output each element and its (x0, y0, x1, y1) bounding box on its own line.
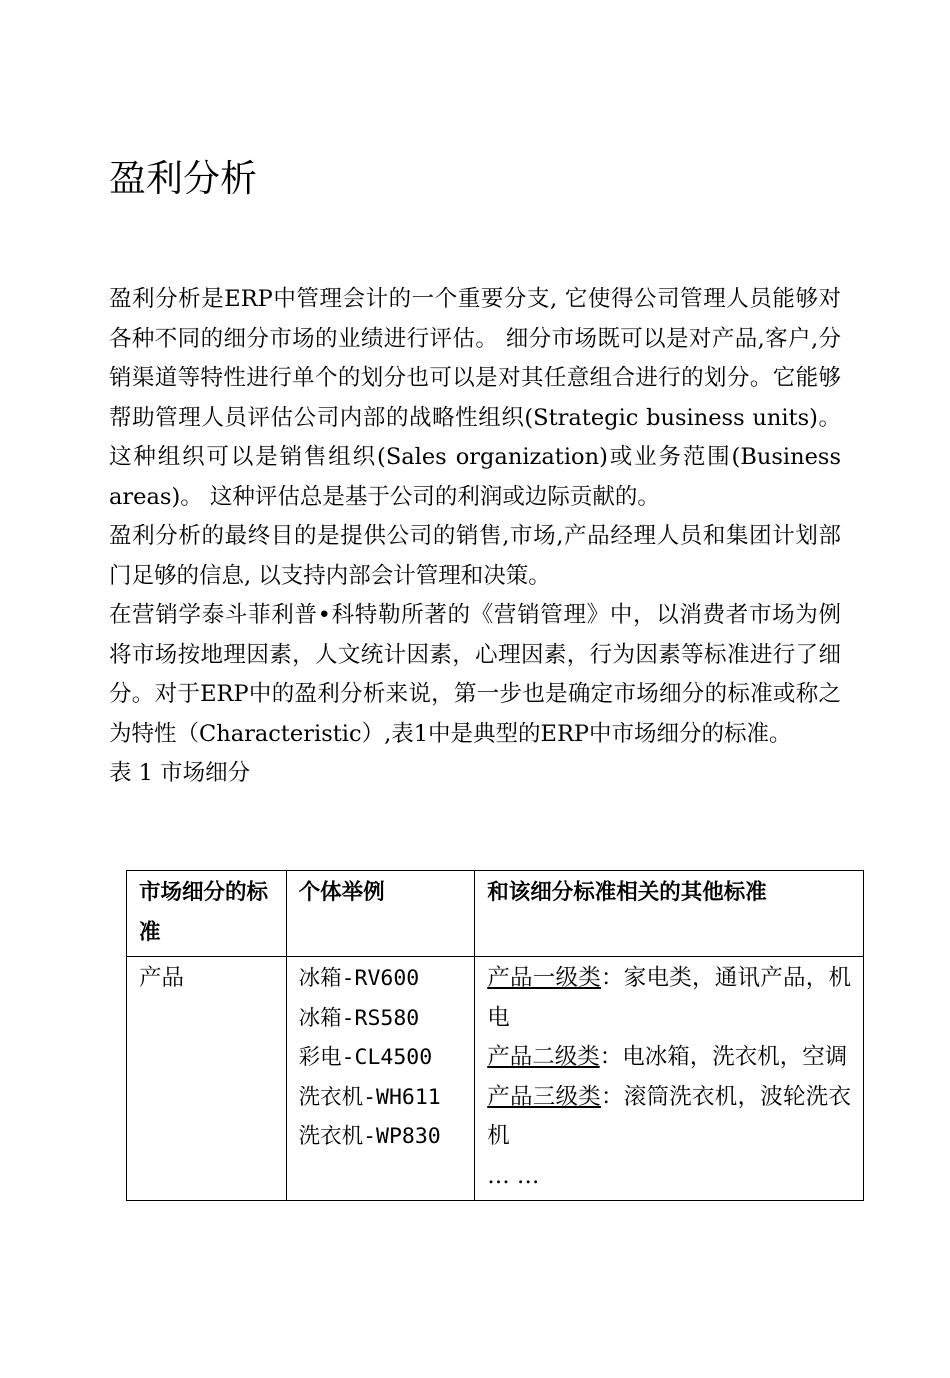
related-level-2 (487, 1038, 851, 1078)
paragraph: 盈利分析的最终目的是提供公司的销售,市场,产品经理人员和集团计划部门足够的信息, 以支持内部会计管理和决策。 (109, 523, 841, 589)
header-criterion: 市场细分的标准 (127, 871, 287, 957)
category-label: 产品一级类 (487, 965, 601, 991)
category-items: ：电冰箱，洗衣机，空调 (599, 1044, 848, 1070)
example-item: 冰箱-RV600 (298, 966, 420, 991)
category-label: 产品二级类 (487, 1044, 600, 1070)
example-item: 冰箱-RS580 (298, 1005, 420, 1031)
ellipsis: … … (487, 1162, 540, 1189)
paragraph: 盈利分析是ERP中管理会计的一个重要分支, 它使得公司管理人员能够对各种不同的细分市场的业绩进行评估。 细分市场既可以是对产品,客户,分销渠道等特性进行单个的划分也可以是对其任意组合进行的划分。它能够帮助管理人员评估公司内部的战略性组织(Strategic business units)。这种组织可以是销售组织(Sales organization)或业务范围(Business areas)。 这种评估总是基于公司的利润或边际贡献的。 (109, 286, 841, 510)
document-title: 盈利分析 (109, 157, 257, 200)
example-item: 洗衣机-WP830 (298, 1124, 441, 1149)
example-item: 洗衣机-WH611 (298, 1084, 441, 1110)
header-related: 和该细分标准相关的其他标准 (475, 871, 864, 957)
category-items: ：家电类，通讯产品，机电 (487, 965, 851, 1031)
header-examples: 个体举例 (286, 871, 475, 957)
paragraph: 在营销学泰斗菲利普•科特勒所著的《营销管理》中，以消费者市场为例将市场按地理因素，人文统计因素，心理因素，行为因素等标准进行了细分。对于ERP中的盈利分析来说，第一步也是确定市场细分的标准或称之为特性（Characteristic）,表1中是典型的ERP中市场细分的标准。 (109, 602, 841, 747)
cell-examples (286, 957, 475, 1201)
example-item: 彩电-CL4500 (298, 1045, 433, 1070)
category-items: ：滚筒洗衣机，波轮洗衣机 (487, 1083, 851, 1149)
category-label: 产品三级类 (487, 1083, 601, 1110)
cell-criterion: 产品 (127, 957, 287, 1201)
table-header-row (127, 871, 864, 957)
table-row (127, 957, 864, 1201)
body-text (109, 280, 841, 794)
related-level-1 (487, 959, 851, 1038)
cell-related (475, 957, 864, 1201)
related-level-3 (487, 1078, 851, 1157)
market-segment-table (126, 870, 864, 1201)
table-caption: 表 1 市场细分 (109, 760, 251, 786)
